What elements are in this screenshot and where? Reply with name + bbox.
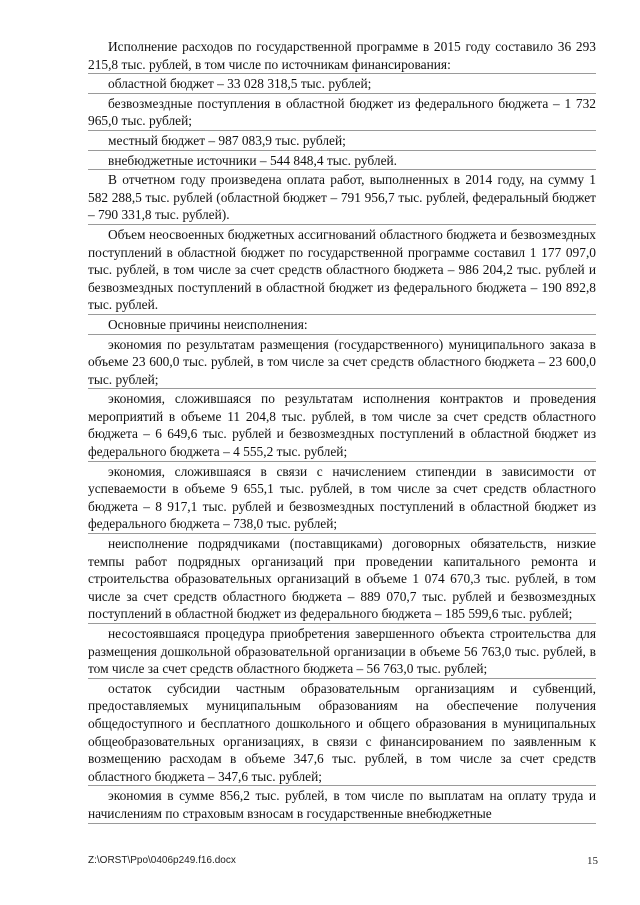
- footer-file-path: Z:\ORST\Ppo\0406p249.f16.docx: [88, 855, 236, 866]
- paragraph-reasons-heading: Основные причины неисполнения:: [88, 316, 596, 335]
- paragraph-reason-procurement-savings: экономия по результатам размещения (государственного) муниципального заказа в объеме 23 600,0 тыс. рублей, в том числе за счет средств областного бюджета – 23 600,0 тыс. рублей;: [88, 336, 596, 390]
- paragraph-regional-budget: областной бюджет – 33 028 318,5 тыс. рублей;: [88, 75, 596, 94]
- paragraph-extrabudgetary: внебюджетные источники – 544 848,4 тыс. рублей.: [88, 152, 596, 171]
- paragraph-reason-stipend-savings: экономия, сложившаяся в связи с начислением стипендии в зависимости от успеваемости в объеме 9 655,1 тыс. рублей, в том числе за счет средств областного бюджета – 8 917,1 тыс. рублей и безвозмездных поступлений в областной бюджет из федерального бюджета – 738,0 тыс. рублей;: [88, 463, 596, 534]
- paragraph-unspent-allocations: Объем неосвоенных бюджетных ассигнований областного бюджета и безвозмездных поступлений в областной бюджет по государственной программе составил 1 177 097,0 тыс. рублей, в том числе за счет средств областного бюджета – 986 204,2 тыс. рублей и безвозмездных поступлений в областной бюджет из федерального бюджета – 190 892,8 тыс. рублей.: [88, 226, 596, 315]
- paragraph-reason-contract-savings: экономия, сложившаяся по результатам исполнения контрактов и проведения мероприятий в объеме 11 204,8 тыс. рублей, в том числе за счет средств областного бюджета – 6 649,6 тыс. рублей и безвозмездных поступлений в областной бюджет из федерального бюджета – 4 555,2 тыс. рублей;: [88, 390, 596, 461]
- document-body: [88, 38, 596, 825]
- paragraph-execution-total: Исполнение расходов по государственной программе в 2015 году составило 36 293 215,8 тыс. рублей, в том числе по источникам финансирования:: [88, 38, 596, 74]
- paragraph-local-budget: местный бюджет – 987 083,9 тыс. рублей;: [88, 132, 596, 151]
- paragraph-reason-contractor-default: неисполнение подрядчиками (поставщиками) договорных обязательств, низкие темпы работ подрядных организаций при проведении капитального ремонта и строительства образовательных организаций в объеме 1 074 670,3 тыс. рублей, в том числе за счет средств областного бюджета – 889 070,7 тыс. рублей и безвозмездных поступлений в областной бюджет из федерального бюджета – 185 599,6 тыс. рублей;: [88, 535, 596, 624]
- paragraph-federal-transfers: безвозмездные поступления в областной бюджет из федерального бюджета – 1 732 965,0 тыс. рублей;: [88, 95, 596, 131]
- paragraph-reason-subsidy-remainder: остаток субсидии частным образовательным организациям и субвенций, предоставляемых муниципальным образованиям на обеспечение получения общедоступного и бесплатного дошкольного и общего образования в муниципальных общеобразовательных организациях, в связи с финансированием по заявленным к возмещению расходам в объеме 347,6 тыс. рублей, в том числе за счет средств областного бюджета – 347,6 тыс. рублей;: [88, 680, 596, 787]
- paragraph-2014-works-payment: В отчетном году произведена оплата работ, выполненных в 2014 году, на сумму 1 582 288,5 тыс. рублей (областной бюджет – 791 956,7 тыс. рублей, федеральный бюджет – 790 331,8 тыс. рублей).: [88, 171, 596, 225]
- footer-page-number: 15: [587, 855, 598, 867]
- paragraph-reason-failed-procurement: несостоявшаяся процедура приобретения завершенного объекта строительства для размещения дошкольной образовательной организации в объеме 56 763,0 тыс. рублей, в том числе за счет средств областного бюджета – 56 763,0 тыс. рублей;: [88, 625, 596, 679]
- paragraph-reason-payroll-savings: экономия в сумме 856,2 тыс. рублей, в том числе по выплатам на оплату труда и начислениям по страховым взносам в государственные внебюджетные: [88, 787, 596, 823]
